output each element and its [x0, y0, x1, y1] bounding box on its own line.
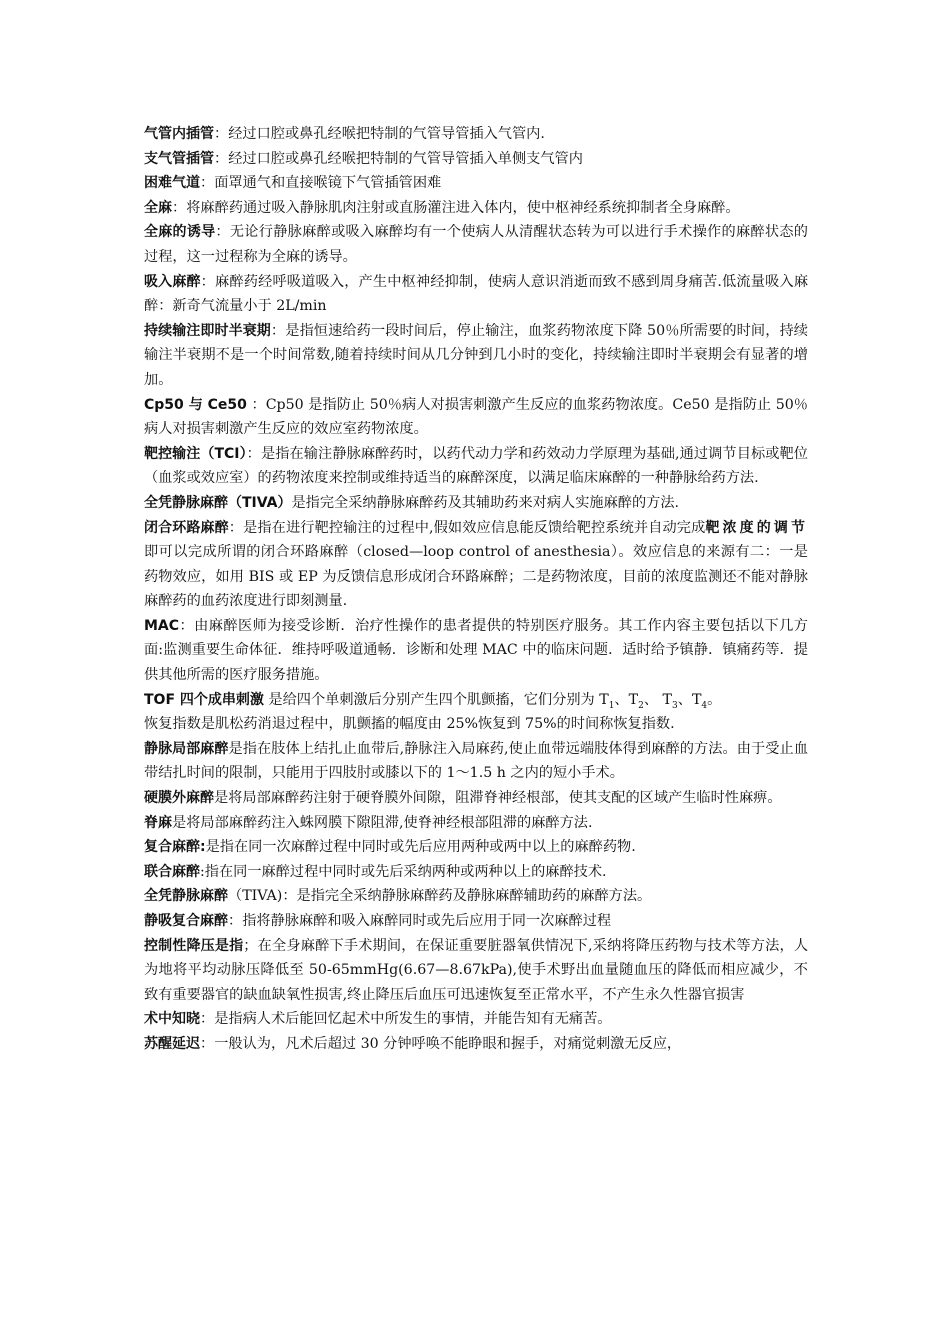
entry-text: 将麻醉药通过吸入静脉肌肉注射或直肠灌注进入体内，使中枢神经系统抑制者全身麻醉。 — [186, 199, 740, 216]
entry-ivra — [144, 737, 808, 786]
entry-text: 经过口腔或鼻孔经喉把特制的气管导管插入气管内. — [228, 126, 545, 142]
entry-separator: ： — [200, 1011, 215, 1028]
entry-separator: ： — [214, 126, 229, 142]
entry-term: 持续输注即时半衰期 — [144, 322, 271, 339]
entry-separator: ： — [228, 913, 243, 929]
entry-separator: ： — [246, 396, 266, 413]
entry-text: 是指完全采纳静脉麻醉药及其辅助药来对病人实施麻醉的方法. — [291, 494, 680, 511]
entry-text: 恢复指数是肌松药消退过程中，肌颤搐的幅度由 25%恢复到 75%的时间称恢复指数. — [144, 716, 675, 733]
entry-inhalation-anesthesia — [144, 270, 808, 319]
entry-spinal — [144, 811, 808, 836]
entry-tiva — [144, 491, 808, 516]
entry-tof: TOF 四个成串刺激 是给四个单刺激后分别产生四个肌颤搐，它们分别为 $T_1$、$T_2$、 $T_3$、$T_4$。 — [144, 691, 722, 711]
entry-separator: ： — [228, 519, 244, 536]
tof-separator: 、 — [643, 691, 659, 708]
entry-text: 经过口腔或鼻孔经喉把特制的气管导管插入单侧支气管内 — [228, 150, 583, 167]
entry-bronchial-intubation — [144, 147, 808, 172]
entry-separator: ： — [214, 150, 229, 167]
tof-subscript: 3 — [672, 700, 678, 711]
entry-term-inline: 靶浓度的调节 — [705, 519, 809, 536]
tof-separator: 、 — [677, 691, 692, 708]
entry-term: 气管内插管 — [144, 126, 214, 142]
entry-term: 支气管插管 — [144, 150, 214, 167]
entry-general-anesthesia — [144, 196, 808, 221]
entry-recovery-index — [144, 712, 808, 737]
entry-term: 术中知晓 — [144, 1011, 200, 1028]
entry-text: 面罩通气和直接喉镜下气管插管困难 — [214, 175, 442, 192]
entry-tci — [144, 442, 808, 491]
entry-text: 是指病人术后能回忆起术中所发生的事情，并能告知有无痛苦。 — [214, 1011, 612, 1028]
entry-separator: ： — [270, 322, 286, 339]
entry-text: 麻醉药经呼吸道吸入，产生中枢神经抑制，使病人意识消逝而致不感到周身痛苦.低流量吸入麻醉：新奇气流量小于 2L/min — [144, 273, 809, 315]
entry-intraoperative-awareness — [144, 1007, 808, 1032]
tof-subscript: 2 — [638, 700, 644, 711]
entry-separator: ： — [215, 224, 230, 241]
tof-separator: 。 — [707, 691, 722, 708]
entry-term: 复合麻醉: — [144, 839, 206, 856]
entry-cp50-ce50 — [144, 393, 808, 442]
tof-subscript: 1 — [608, 700, 615, 711]
entry-combined-anesthesia — [144, 860, 808, 885]
entry-term: 苏醒延迟 — [144, 1035, 200, 1052]
entry-term: 静吸复合麻醉 — [144, 913, 228, 929]
entry-separator: ： — [200, 273, 216, 290]
entry-text: 指将静脉麻醉和吸入麻醉同时或先后应用于同一次麻醉过程 — [242, 913, 612, 929]
entry-separator: ： — [246, 445, 261, 462]
entry-tracheal-intubation — [144, 122, 808, 147]
entry-text: 由麻醉医师为接受诊断．治疗性操作的患者提供的特别医疗服务。其工作内容主要包括以下几方面:监测重要生命体征．维持呼吸道通畅．诊断和处理 MAC 中的临床问题．适时给予镇静．镇痛药等．提供其他所需的医疗服务措施。 — [144, 617, 808, 684]
entry-text: 是指在输注静脉麻醉药时，以药代动力学和药效动力学原理为基础,通过调节目标或靶位（血浆或效应室）的药物浓度来控制或维持适当的麻醉深度，以满足临床麻醉的一种静脉给药方法. — [144, 445, 808, 487]
entry-text: 是指在进行靶控输注的过程中,假如效应信息能反馈给靶控系统并自动完成 — [243, 519, 706, 536]
entry-text: 一般认为，凡术后超过 30 分钟呼唤不能睁眼和握手，对痛觉刺激无反应， — [214, 1035, 682, 1052]
entry-term: 联合麻醉 — [144, 863, 200, 880]
entry-text: 是指恒速给药一段时间后，停止输注，血浆药物浓度下降 50％所需要的时间，持续输注半衰期不是一个时间常数,随着持续时间从几分钟到几小时的变化，持续输注即时半衰期会有显著的增加。 — [144, 322, 808, 388]
entry-separator: ； — [243, 937, 258, 954]
entry-text: 是将局部麻醉药注入蛛网膜下隙阻滞,使脊神经根部阻滞的麻醉方法. — [172, 814, 593, 831]
entry-text: Cp50 是指防止 50％病人对损害刺激产生反应的血浆药物浓度。Ce50 是指防止 50％病人对损害刺激产生反应的效应室药物浓度。 — [144, 396, 808, 438]
entry-text: 无论行静脉麻醉或吸入麻醉均有一个使病人从清醒状态转为可以进行手术操作的麻醉状态的过程，这一过程称为全麻的诱导。 — [144, 224, 808, 265]
entry-term: 全麻的诱导 — [144, 224, 216, 241]
entry-term: 吸入麻醉 — [144, 273, 201, 290]
entry-induction — [144, 220, 808, 269]
entry-controlled-hypotension — [144, 934, 808, 1008]
entry-text: （TIVA)：是指完全采纳静脉麻醉药及静脉麻醉辅助药的麻醉方法。 — [228, 888, 652, 905]
entry-term: TOF 四个成串刺激 — [144, 691, 264, 708]
document-page — [144, 122, 808, 1057]
entry-term: 靶控输注（TCI） — [144, 445, 247, 462]
entry-separator: ： — [179, 617, 195, 634]
entry-tiva-2 — [144, 884, 808, 909]
entry-mac — [144, 614, 808, 688]
entry-separator: ： — [200, 1035, 215, 1052]
entry-difficult-airway — [144, 171, 808, 196]
entry-term: Cp50 与 Ce50 — [144, 396, 247, 413]
entry-balanced-anesthesia — [144, 909, 808, 934]
entry-term: 控制性降压是指 — [144, 937, 244, 954]
entry-text: 在全身麻醉下手术期间，在保证重要脏器氧供情况下,采纳将降压药物与技术等方法，人为地将平均动脉压降低至 50-65mmHg(6.67—8.67kPa),使手术野出血量随血压的降低而相应减少，不致有重要器官的缺血缺氧性损害,终止降压后血压可迅速恢复至正常水平，不产生永久性器官损害 — [144, 937, 809, 1003]
entry-term: 闭合环路麻醉 — [144, 519, 229, 536]
entry-context-sensitive-half-time — [144, 319, 808, 393]
entry-text: 是将局部麻醉药注射于硬脊膜外间隙，阻滞脊神经根部，使其支配的区域产生临时性麻痹。 — [214, 790, 782, 807]
entry-separator: ： — [172, 199, 187, 216]
entry-term: 全凭静脉麻醉 — [144, 888, 228, 905]
entry-term: MAC — [144, 617, 180, 634]
entry-term: 脊麻 — [144, 814, 172, 831]
entry-term: 全麻 — [144, 199, 172, 216]
entry-closed-loop — [144, 516, 808, 614]
entry-term: 困难气道 — [144, 175, 200, 192]
entry-term: 静脉局部麻醉 — [144, 740, 229, 757]
entry-epidural — [144, 786, 808, 811]
tof-subscript: 4 — [701, 700, 708, 711]
entry-text-continued: 即可以完成所谓的闭合环路麻醉（closed—loop control of anesthesia）。效应信息的来源有二：一是药物效应，如用 BIS 或 EP 为反馈信息形成闭合环路麻醉；二是药物浓度，目前的浓度监测还不能对静脉麻醉药的血药浓度进行即刻测量. — [144, 544, 808, 610]
entry-term: 硬膜外麻醉 — [144, 790, 214, 807]
entry-text: 是指在同一次麻醉过程中同时或先后应用两种或两中以上的麻醉药物. — [205, 839, 636, 856]
entry-compound-anesthesia — [144, 835, 808, 860]
entry-text: :指在同一麻醉过程中同时或先后采纳两种或两种以上的麻醉技术. — [200, 863, 607, 880]
entry-delayed-emergence — [144, 1032, 808, 1057]
entry-text: 是指在肢体上结扎止血带后,静脉注入局麻药,使止血带远端肢体得到麻醉的方法。由于受止血带结扎时间的限制，只能用于四肢肘或膝以下的 1～1.5 h 之内的短小手术。 — [144, 740, 809, 782]
entry-separator: ： — [200, 175, 215, 192]
entry-text: 是给四个单刺激后分别产生四个肌颤搐，它们分别为 T — [263, 691, 609, 708]
entry-term: 全凭静脉麻醉（TIVA） — [144, 494, 292, 511]
tof-separator: 、 — [614, 691, 629, 708]
